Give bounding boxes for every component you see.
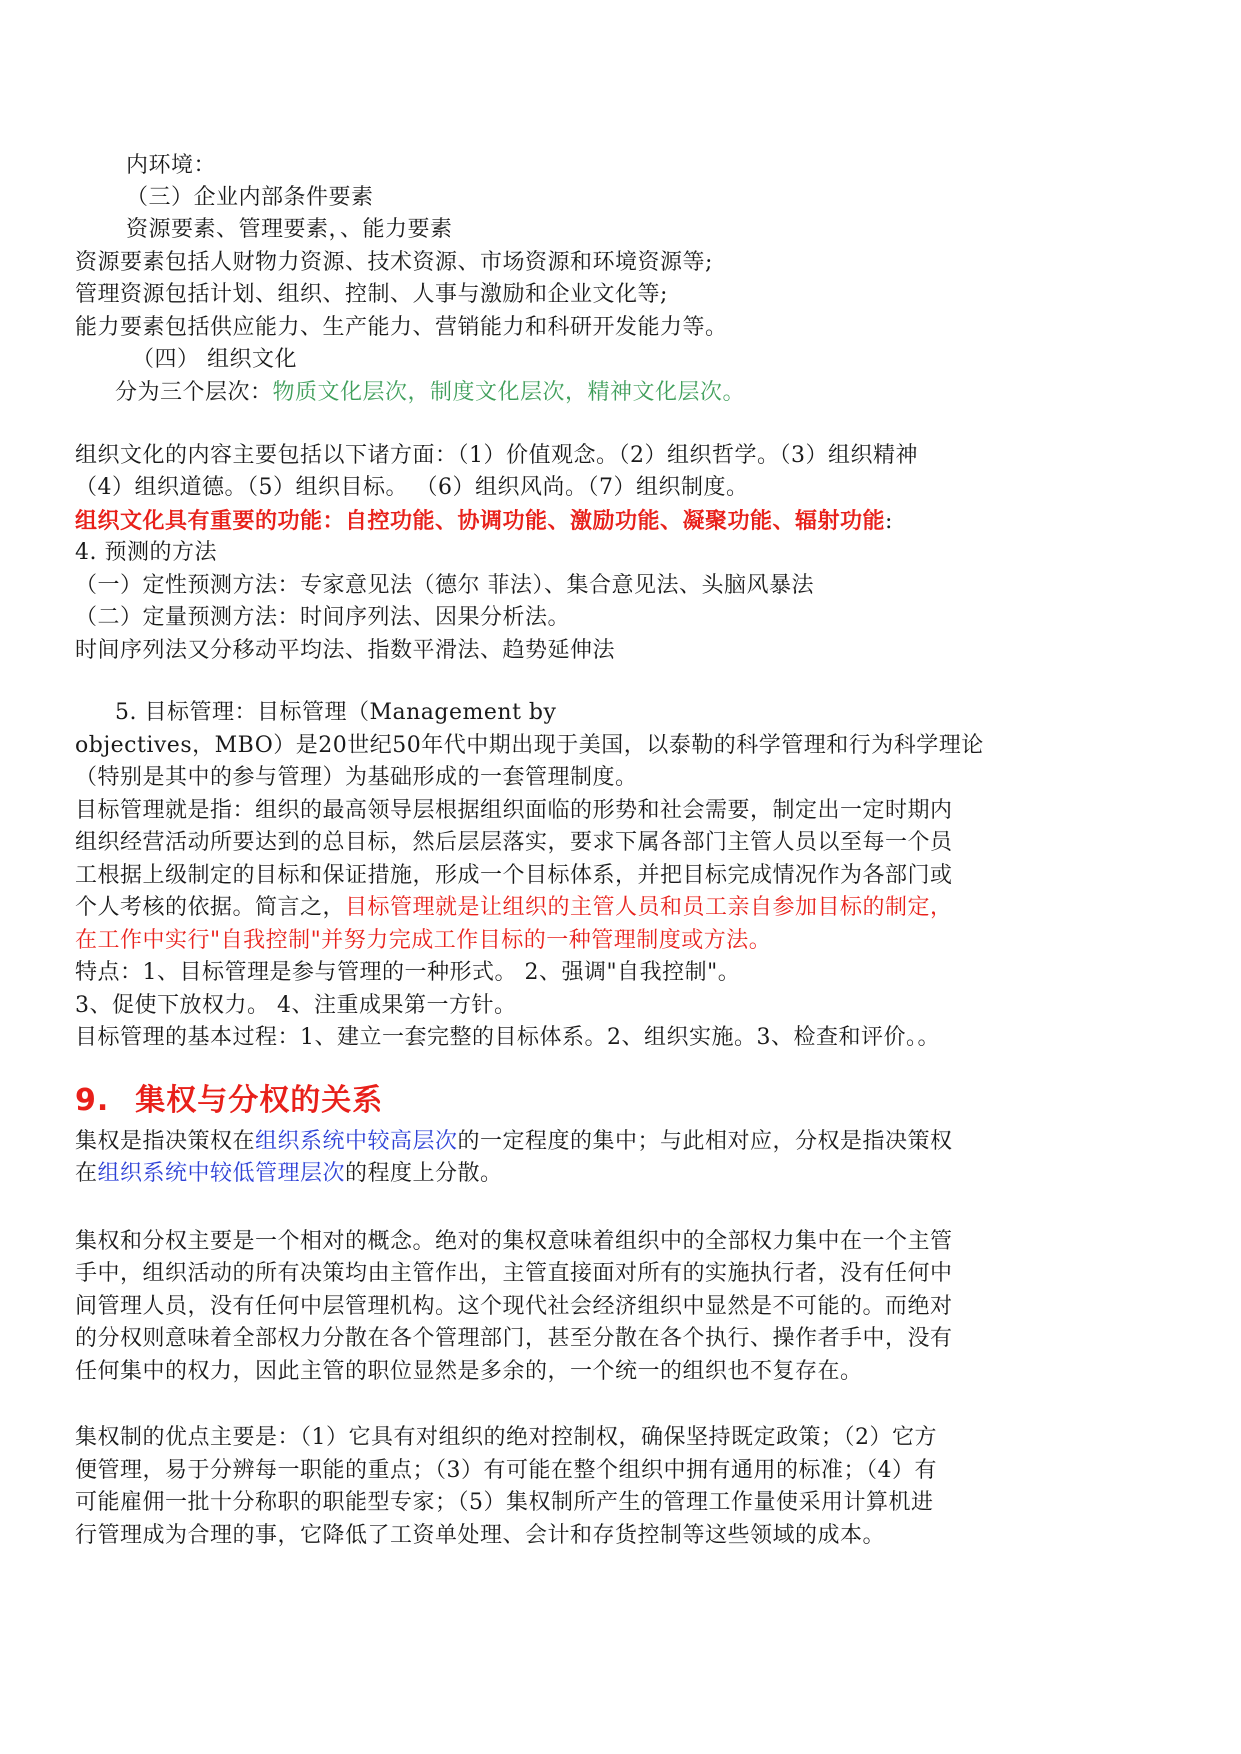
text-line: 行管理成为合理的事，它降低了工资单处理、会计和存货控制等这些领域的成本。 (75, 1523, 886, 1548)
heading-text: 集权与分权的关系 (135, 1083, 384, 1118)
text-line: 3、促使下放权力。 4、注重成果第一方针。 (75, 993, 517, 1018)
text-span: 在 (75, 1161, 98, 1186)
text-line (75, 892, 953, 924)
text-line: （四） 组织文化 (132, 347, 297, 372)
text-line: （一）定性预测方法：专家意见法（德尔 菲法）、集合意见法、头脑风暴法 (75, 573, 814, 598)
text-line: （二）定量预测方法：时间序列法、因果分析法。 (75, 605, 571, 630)
text-line: 组织经营活动所要达到的总目标，然后层层落实，要求下属各部门主管人员以至每一个员 (75, 830, 953, 855)
text-line: 目标管理的基本过程：1、建立一套完整的目标体系。2、组织实施。3、检查和评价。。 (75, 1025, 940, 1050)
text-line: 特点：1、目标管理是参与管理的一种形式。 2、强调"自我控制"。 (75, 960, 741, 985)
text-line: 便管理，易于分辨每一职能的重点；（3）有可能在整个组织中拥有通用的标准；（4）有 (75, 1458, 937, 1483)
text-line: 可能雇佣一批十分称职的职能型专家；（5）集权制所产生的管理工作量使采用计算机进 (75, 1490, 934, 1515)
text-line: 的分权则意味着全部权力分散在各个管理部门，甚至分散在各个执行、操作者手中，没有 (75, 1326, 953, 1351)
text-span: : (885, 509, 893, 534)
highlight-red: 目标管理就是让组织的主管人员和员工亲自参加目标的制定， (345, 895, 953, 920)
text-line: 组织文化的内容主要包括以下诸方面：（1）价值观念。（2）组织哲学。（3）组织精神 (75, 443, 918, 468)
highlight-blue: 组织系统中较低管理层次 (97, 1161, 346, 1186)
text-line (75, 1158, 503, 1190)
heading-number: 9. (75, 1083, 110, 1118)
text-line (115, 377, 745, 409)
text-line: （4）组织道德。（5）组织目标。 （6）组织风尚。（7）组织制度。 (75, 475, 749, 500)
text-line: 集权和分权主要是一个相对的概念。绝对的集权意味着组织中的全部权力集中在一个主管 (75, 1229, 953, 1254)
text-line: （特别是其中的参与管理）为基础形成的一套管理制度。 (75, 765, 638, 790)
text-line: 能力要素包括供应能力、生产能力、营销能力和科研开发能力等。 (75, 315, 728, 340)
text-span: 的程度上分散。 (345, 1161, 503, 1186)
text-span: 分为三个层次： (115, 380, 273, 405)
text-line: 在工作中实行"自我控制"并努力完成工作目标的一种管理制度或方法。 (75, 928, 772, 953)
text-line: 资源要素包括人财物力资源、技术资源、市场资源和环境资源等; (75, 250, 713, 275)
text-line: objectives，MBO）是20世纪50年代中期出现于美国，以泰勒的科学管理和行为科学理论 (75, 733, 984, 758)
text-line: 管理资源包括计划、组织、控制、人事与激励和企业文化等; (75, 282, 668, 307)
text-line: 手中，组织活动的所有决策均由主管作出，主管直接面对所有的实施执行者，没有任何中 (75, 1261, 953, 1286)
text-line: 资源要素、管理要素，、能力要素 (126, 217, 453, 242)
text-span: 个人考核的依据。简言之， (75, 895, 346, 920)
highlight-green: 物质文化层次，制度文化层次，精神文化层次。 (272, 380, 746, 405)
text-line: 4. 预测的方法 (75, 540, 217, 565)
section-heading (75, 1075, 383, 1119)
text-line: 5. 目标管理：目标管理（Management by (115, 700, 557, 725)
text-line (75, 505, 893, 538)
text-span: 的一定程度的集中；与此相对应，分权是指决策权 (457, 1129, 953, 1154)
text-line: 目标管理就是指：组织的最高领导层根据组织面临的形势和社会需要，制定出一定时期内 (75, 798, 953, 823)
text-line: 工根据上级制定的目标和保证措施，形成一个目标体系，并把目标完成情况作为各部门或 (75, 863, 953, 888)
text-line: 内环境： (126, 153, 217, 178)
highlight-bold-red: 组织文化具有重要的功能：自控功能、协调功能、激励功能、凝聚功能、辐射功能 (75, 508, 886, 534)
text-line: 时间序列法又分移动平均法、指数平滑法、趋势延伸法 (75, 638, 616, 663)
text-line: 任何集中的权力，因此主管的职位显然是多余的，一个统一的组织也不复存在。 (75, 1359, 863, 1384)
text-line: （三）企业内部条件要素 (126, 185, 374, 210)
text-line: 间管理人员，没有任何中层管理机构。这个现代社会经济组织中显然是不可能的。而绝对 (75, 1294, 953, 1319)
text-span: 集权是指决策权在 (75, 1129, 256, 1154)
text-line (75, 1126, 953, 1158)
text-line: 集权制的优点主要是：（1）它具有对组织的绝对控制权，确保坚持既定政策；（2）它方 (75, 1425, 937, 1450)
highlight-blue: 组织系统中较高层次 (255, 1129, 458, 1154)
